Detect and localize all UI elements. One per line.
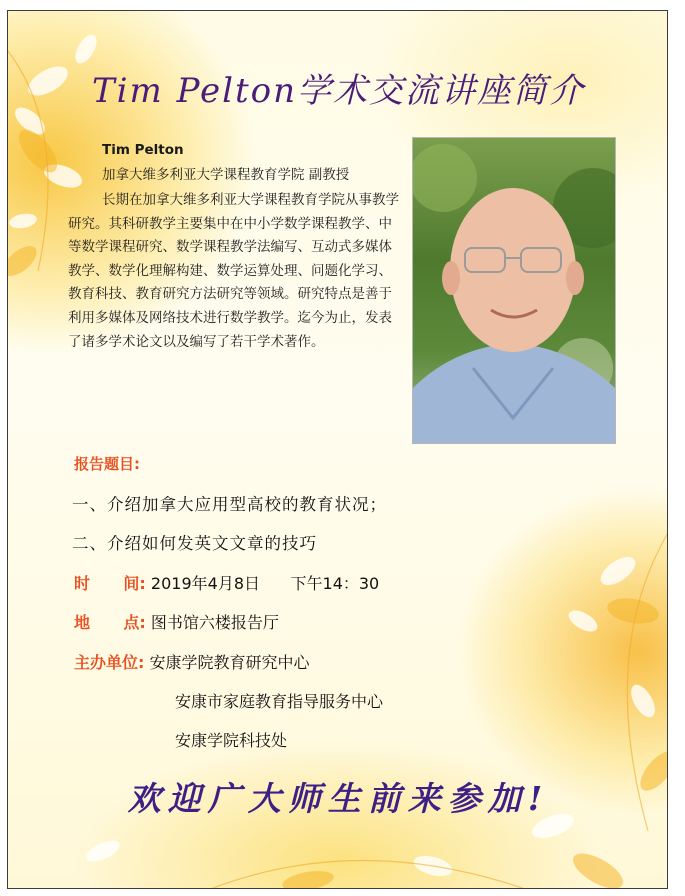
time-label: 时 间: [74, 574, 146, 593]
report-topic-2: 二、介绍如何发英文文章的技巧 [72, 534, 317, 553]
organizer-1: 安康学院教育研究中心 [149, 653, 310, 672]
organizer-row [74, 650, 310, 673]
speaker-position: 加拿大维多利亚大学课程教育学院 副教授 [102, 167, 350, 183]
organizer-2: 安康市家庭教育指导服务中心 [175, 692, 384, 711]
time-value: 2019年4月8日 下午14：30 [150, 574, 380, 593]
speaker-description: 长期在加拿大维多利亚大学课程教育学院从事教学研究。其科研教学主要集中在中小学数学课程教学、中等数学课程研究、数学课程教学法编写、互动式多媒体教学、数学化理解构建、数学运算处理、问题化学习、教育科技、教育研究方法研究等领域。研究特点是善于利用多媒体及网络技术进行数学教学。迄今为止，发表了诸多学术论文以及编写了若干学术著作。 [68, 192, 399, 350]
speaker-photo [412, 137, 616, 444]
time-row [74, 571, 379, 594]
organizer-3: 安康学院科技处 [175, 731, 288, 750]
page-title: Tim Pelton学术交流讲座简介 [92, 71, 585, 111]
speaker-bio [68, 138, 404, 354]
report-topic-1: 一、介绍加拿大应用型高校的教育状况； [72, 495, 387, 514]
organizer-label: 主办单位: [74, 653, 145, 672]
speaker-name: Tim Pelton [102, 142, 184, 158]
welcome-message: 欢迎广大师生前来参加! [127, 779, 550, 818]
report-title-label: 报告题目: [74, 455, 140, 473]
place-row [74, 610, 279, 633]
place-value: 图书馆六楼报告厅 [150, 613, 279, 632]
place-label: 地 点: [74, 613, 146, 632]
poster [7, 10, 668, 889]
